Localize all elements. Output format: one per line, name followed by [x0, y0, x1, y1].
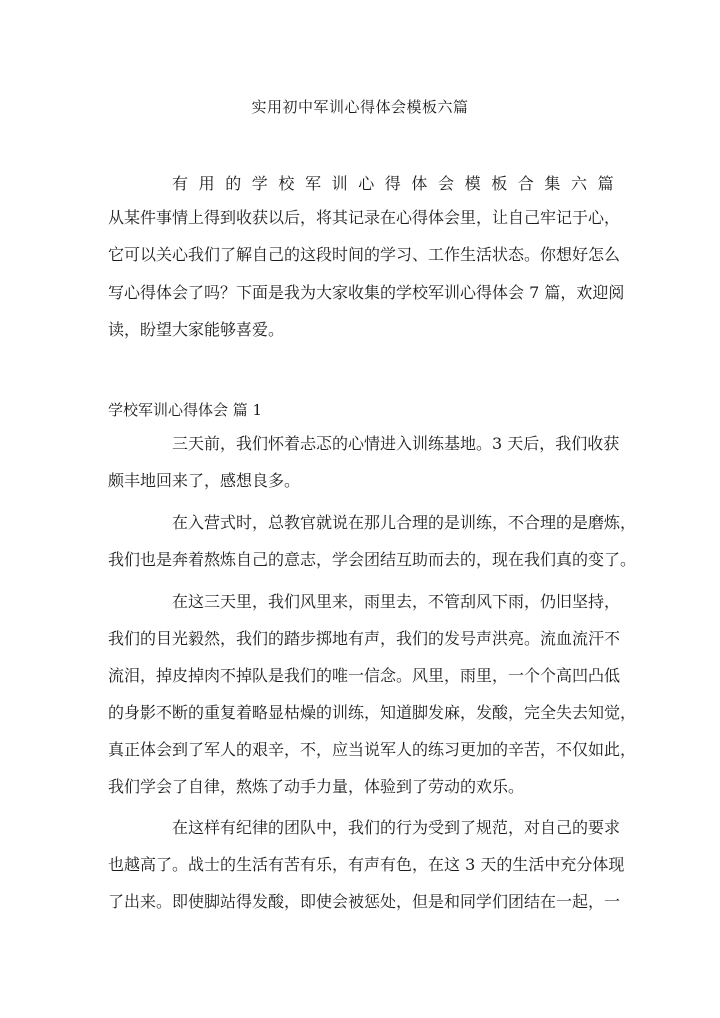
body-line: 在这三天里，我们风里来，雨里去，不管刮风下雨，仍旧坚持，: [172, 592, 621, 611]
body-line: 流泪，掉皮掉肉不掉队是我们的唯一信念。风里，雨里，一个个高凹凸低: [108, 666, 621, 685]
intro-line: 它可以关心我们了解自己的这段时间的学习、工作生活状态。你想好怎么: [108, 245, 621, 264]
body-line: 颇丰地回来了，感想良多。: [108, 471, 301, 490]
intro-line: 从某件事情上得到收获以后，将其记录在心得体会里，让自己牢记于心，: [108, 208, 621, 227]
intro-line: 读，盼望大家能够喜爱。: [108, 320, 285, 339]
body-line: 我们的目光毅然，我们的踏步掷地有声，我们的发号声洪亮。流血流汗不: [108, 629, 621, 648]
body-line: 的身影不断的重复着略显枯燥的训练，知道脚发麻，发酸，完全失去知觉，: [108, 703, 637, 722]
body-line: 也越高了。战士的生活有苦有乐，有声有色，在这 3 天的生活中充分体现: [108, 855, 625, 874]
body-line: 在这样有纪律的团队中，我们的行为受到了规范，对自己的要求: [172, 818, 621, 837]
document-subtitle: 有用的学校军训心得体会模板合集六篇: [172, 174, 625, 193]
body-line: 了出来。即使脚站得发酸，即使会被惩处，但是和同学们团结在一起，一: [108, 892, 621, 911]
body-line: 真正体会到了军人的艰辛，不，应当说军人的练习更加的辛苦，不仅如此，: [108, 740, 637, 759]
section-heading: 学校军训心得体会 篇 1: [108, 401, 263, 419]
intro-line: 写心得体会了吗？下面是我为大家收集的学校军训心得体会 7 篇，欢迎阅: [108, 283, 625, 302]
body-line: 我们也是奔着熬炼自己的意志，学会团结互助而去的，现在我们真的变了。: [108, 550, 637, 569]
document-title: 实用初中军训心得体会模板六篇: [251, 98, 469, 116]
body-line: 在入营式时，总教官就说在那儿合理的是训练，不合理的是磨炼，: [172, 513, 637, 532]
body-line: 三天前，我们怀着忐忑的心情进入训练基地。3 天后，我们收获: [172, 434, 620, 453]
body-line: 我们学会了自律，熬炼了动手力量，体验到了劳动的欢乐。: [108, 777, 525, 796]
